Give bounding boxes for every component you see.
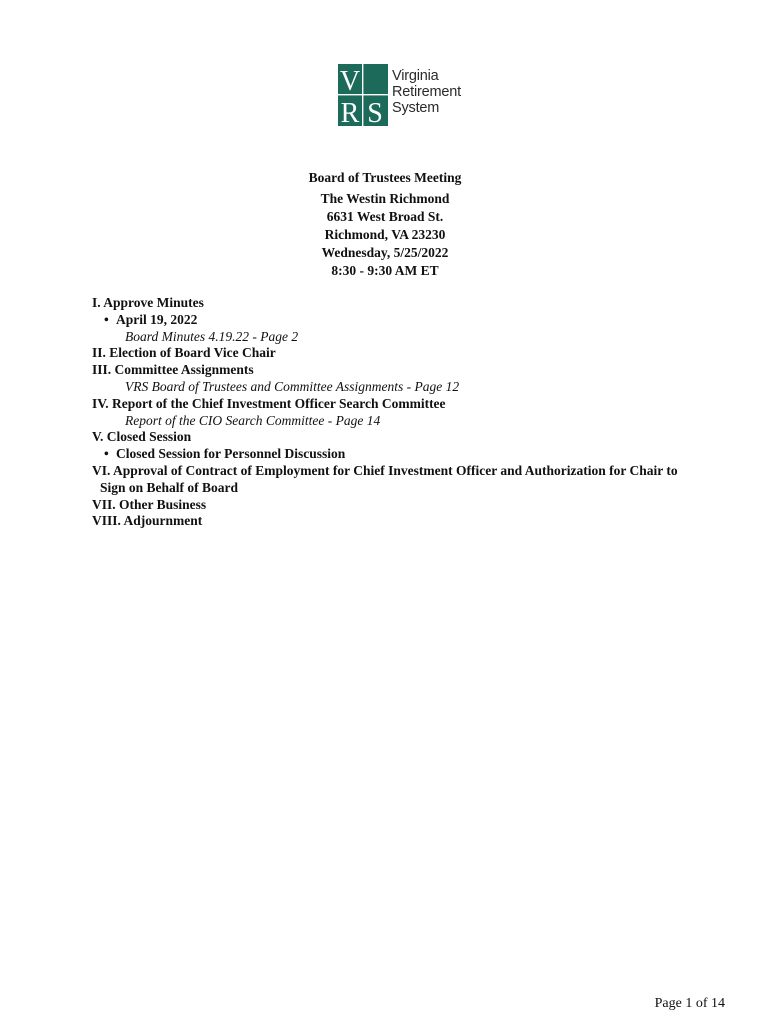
agenda-subitem-i-label: April 19, 2022: [116, 311, 198, 327]
logo-line-virginia: Virginia: [392, 68, 439, 84]
agenda-item-i: I. Approve Minutes: [92, 295, 204, 310]
agenda-item-viii: VIII. Adjournment: [92, 513, 203, 529]
vrs-logo-wordmark: [392, 68, 461, 116]
bullet-icon: •: [104, 446, 109, 462]
meeting-title-block: [0, 169, 770, 187]
agenda-subitem-i: [92, 312, 732, 329]
agenda-attachment-link-i[interactable]: Board Minutes 4.19.22 - Page 2: [125, 328, 299, 344]
svg-text:S: S: [367, 98, 383, 126]
vrs-logo: [338, 64, 478, 128]
agenda-item-vi: VI. Approval of Contract of Employment for Chief Investment Officer and Authorization for Chair to: [92, 462, 678, 478]
agenda-attachment-link-iv[interactable]: Report of the CIO Search Committee - Page 14: [125, 412, 381, 428]
meeting-city: Richmond, VA 23230: [324, 227, 446, 242]
agenda-item-iii: III. Committee Assignments: [92, 362, 254, 378]
agenda-item-vi-continuation: Sign on Behalf of Board: [100, 479, 239, 495]
agenda-item-iv: IV. Report of the Chief Investment Officer Search Committee: [92, 395, 446, 411]
svg-text:R: R: [340, 98, 360, 126]
agenda-list: [92, 295, 732, 530]
vrs-logo-mark: [338, 64, 388, 126]
agenda-item-v: V. Closed Session: [92, 429, 192, 445]
meeting-date: Wednesday, 5/25/2022: [321, 245, 449, 260]
agenda-subitem-v-label: Closed Session for Personnel Discussion: [116, 446, 346, 462]
logo-line-retirement: Retirement: [392, 84, 461, 100]
meeting-datetime-block: [0, 244, 770, 280]
svg-text:V: V: [339, 66, 361, 97]
agenda-item-vii: VII. Other Business: [92, 496, 207, 512]
agenda-subitem-v: [92, 446, 732, 463]
meeting-street: 6631 West Broad St.: [326, 209, 444, 224]
page-number: Page 1 of 14: [654, 996, 725, 1011]
meeting-time: 8:30 - 9:30 AM ET: [331, 263, 439, 278]
agenda-item-ii: II. Election of Board Vice Chair: [92, 345, 276, 361]
meeting-title: Board of Trustees Meeting: [308, 170, 462, 185]
logo-line-system: System: [392, 100, 440, 116]
meeting-venue: The Westin Richmond: [320, 191, 450, 206]
agenda-attachment-link-iii[interactable]: VRS Board of Trustees and Committee Assignments - Page 12: [125, 378, 460, 394]
meeting-venue-block: [0, 190, 770, 244]
bullet-icon: •: [104, 311, 109, 327]
